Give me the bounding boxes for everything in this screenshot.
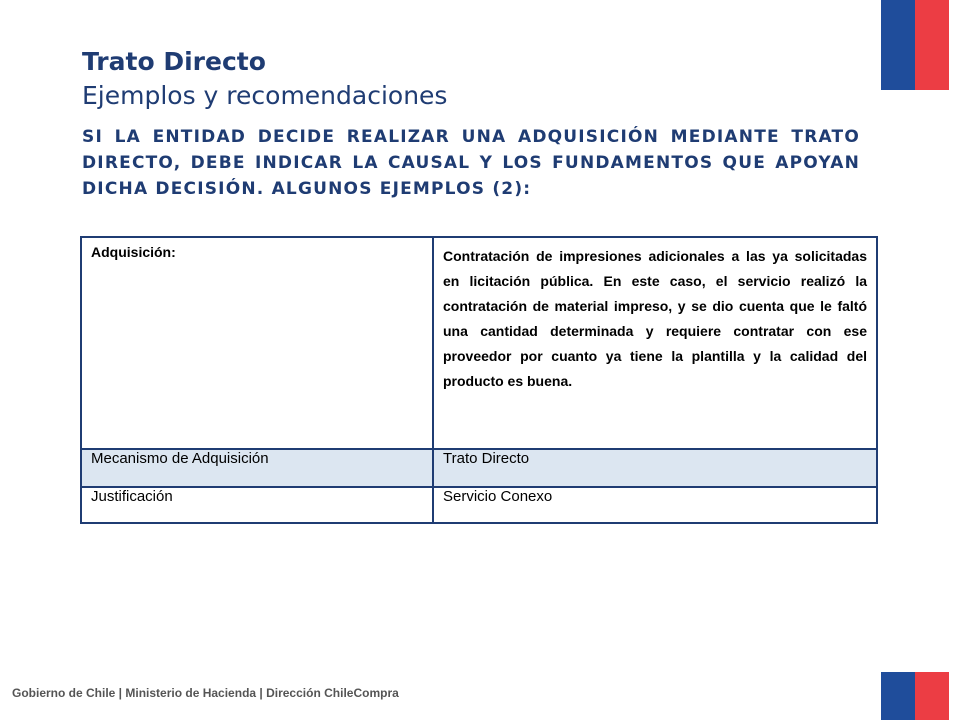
intro-paragraph: SI LA ENTIDAD DECIDE REALIZAR UNA ADQUISICIÓN MEDIANTE TRATO DIRECTO, DEBE INDICAR LA CAUSAL Y LOS FUNDAMENTOS QUE APOYAN DICHA DECISIÓN. ALGUNOS EJEMPLOS (2): <box>82 127 860 199</box>
chile-flag-bottom-decoration <box>881 672 949 720</box>
adquisicion-description: Contratación de impresiones adicionales a las ya solicitadas en licitación pública. En este caso, el servicio realizó la contratación de material impreso, y se dio cuenta que le faltó una cantidad determinada y requiere contratar con ese proveedor por cuanto ya tiene la plantilla y la calidad del producto es buena. <box>443 248 867 389</box>
flag-blue-stripe <box>881 672 915 720</box>
table-cell-label: Mecanismo de Adquisición <box>81 449 433 487</box>
flag-red-stripe <box>915 672 949 720</box>
slide-subtitle: Ejemplos y recomendaciones <box>82 81 448 110</box>
chile-flag-top-decoration <box>881 0 949 90</box>
table-cell-label: Justificación <box>81 487 433 523</box>
table-row-mecanismo <box>81 449 877 487</box>
table-cell-value: Servicio Conexo <box>433 487 877 523</box>
table-row-justificacion <box>81 487 877 523</box>
table-cell-label: Adquisición: <box>81 237 433 449</box>
slide-title: Trato Directo <box>82 47 266 76</box>
table-row-adquisicion <box>81 237 877 449</box>
table-cell-value: Trato Directo <box>433 449 877 487</box>
flag-blue-stripe <box>881 0 915 90</box>
footer-text: Gobierno de Chile | Ministerio de Hacienda | Dirección ChileCompra <box>12 686 399 700</box>
flag-red-stripe <box>915 0 949 90</box>
example-table <box>80 236 878 524</box>
table-cell-value <box>433 237 877 449</box>
